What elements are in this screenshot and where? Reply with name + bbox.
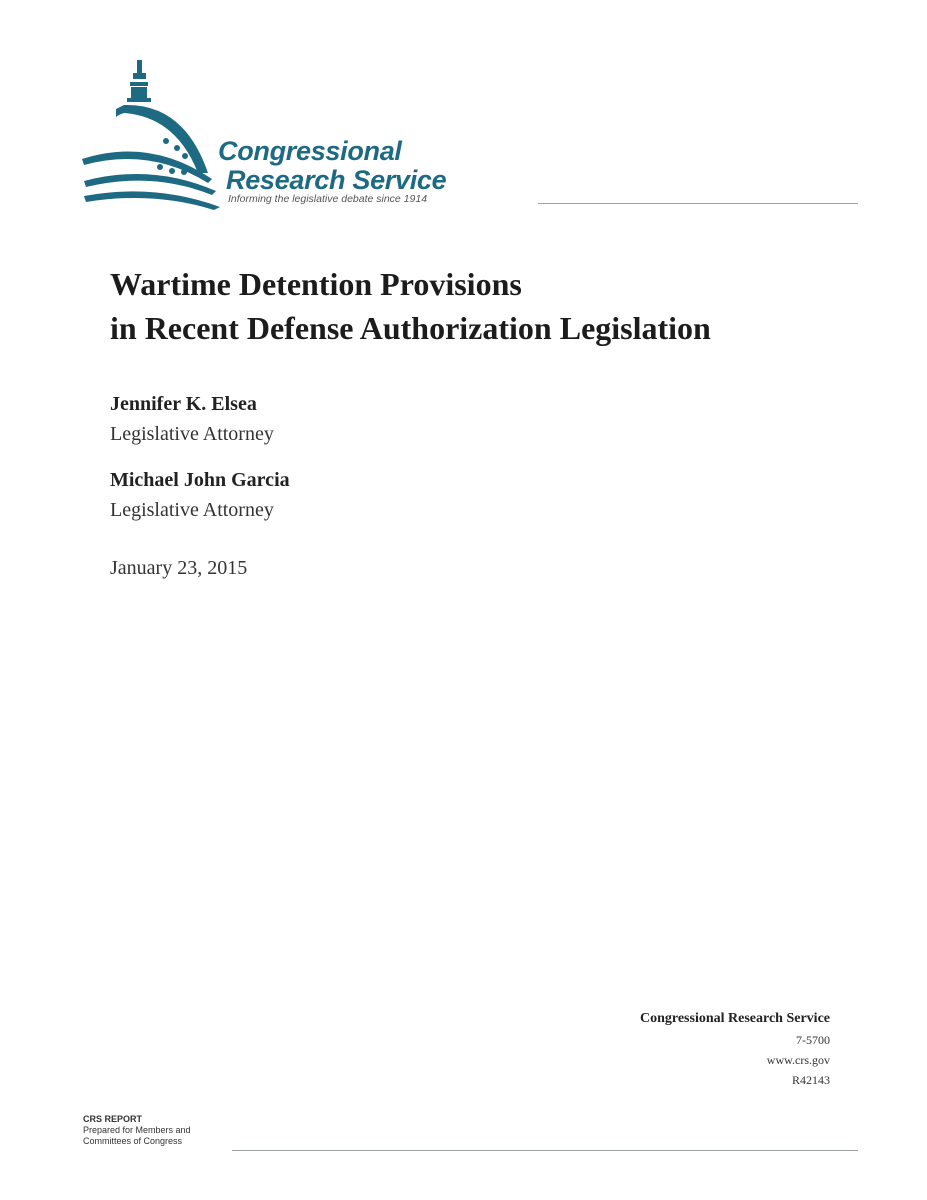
footer-label-head: CRS REPORT [83,1114,143,1124]
crs-capitol-dome-logo [80,55,220,210]
crs-info-website: www.crs.gov [766,1053,830,1067]
footer-label [83,1114,191,1147]
wordmark-line2: Research Service [226,165,447,195]
report-title-line2: in Recent Defense Authorization Legislation [110,310,711,346]
crs-info-report-id: R42143 [791,1073,830,1087]
author-1-name: Jennifer K. Elsea [110,393,257,415]
footer-rule [232,1150,858,1151]
author-2-role: Legislative Attorney [110,499,274,521]
footer-label-line3: Committees of Congress [83,1136,183,1146]
report-title-line1: Wartime Detention Provisions [110,266,522,302]
report-title [110,262,711,350]
header-rule [538,203,858,204]
crs-info-number: 7-5700 [796,1033,830,1047]
wordmark-line1: Congressional [218,136,402,166]
crs-info-org: Congressional Research Service [639,1011,830,1026]
author-2-name: Michael John Garcia [110,469,290,491]
footer-label-line2: Prepared for Members and [83,1125,191,1135]
crs-wordmark [218,137,446,195]
author-1-role: Legislative Attorney [110,423,274,445]
crs-info-block [640,1008,830,1090]
crs-tagline: Informing the legislative debate since 1914 [228,193,428,205]
report-date: January 23, 2015 [110,557,248,579]
